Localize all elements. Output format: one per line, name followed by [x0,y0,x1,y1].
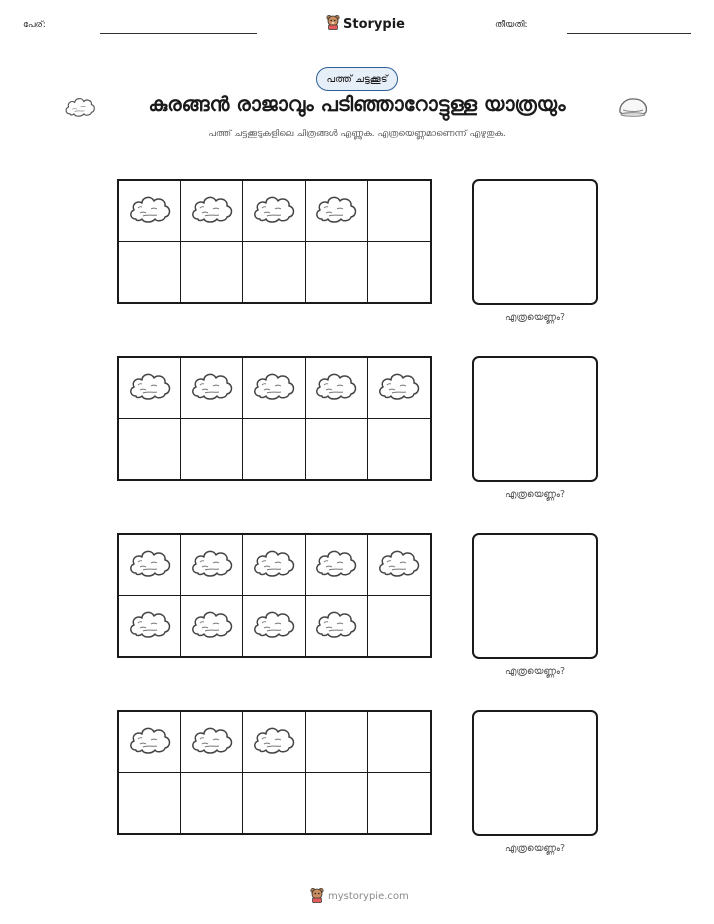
ten-frame-cell [368,596,430,657]
worksheet-type-badge: പത്ത് ചട്ടക്കൂട് [316,67,397,91]
footer-site: mystorypie.com [328,891,409,902]
ten-frame-cell [368,242,430,303]
ten-frame-cell [181,712,243,773]
ten-frame-cell [243,596,305,657]
cloud-icon [128,546,172,584]
ten-frame-cell [119,773,181,834]
name-write-line[interactable] [100,33,257,34]
cloud-icon [252,369,296,407]
ten-frame-cell [181,596,243,657]
date-label: തീയതി: [495,20,528,30]
brand-logo [326,14,405,34]
ten-frame-cell [306,419,368,480]
ten-frame-cell [306,773,368,834]
ten-frame-cell [368,419,430,480]
brand-name: Storypie [343,16,405,32]
ten-frame-cell [181,773,243,834]
instructions: പത്ത് ചട്ടക്കൂടുകളിലെ ചിത്രങ്ങൾ എണ്ണുക. എത്രയെണ്ണമാണെന്ന് എഴുതുക. [208,129,506,139]
how-many-prompt: എത്രയെണ്ണം? [504,312,566,323]
bear-logo-icon [310,887,324,906]
cloud-icon [190,546,234,584]
cloud-icon [128,192,172,230]
ten-frame-cell [181,181,243,242]
footer [310,887,409,906]
ten-frame-cell [119,181,181,242]
cloud-icon [314,369,358,407]
ten-frame-cell [243,181,305,242]
cloud-icon [252,192,296,230]
ten-frame-cell [306,242,368,303]
ten-frame-cell [306,712,368,773]
name-label: പേര്: [23,20,46,30]
worksheet-title: കുരങ്ങൻ രാജാവും പടിഞ്ഞാറോട്ടുള്ള യാത്രയും [148,92,566,116]
date-write-line[interactable] [567,33,691,34]
ten-frame-cell [119,535,181,596]
ten-frame-cell [243,535,305,596]
cloud-icon [128,723,172,761]
ten-frame-cell [119,596,181,657]
cloud-icon [377,546,421,584]
ten-frame [117,179,432,304]
ten-frame [117,533,432,658]
cloud-icon [128,369,172,407]
cloud-icon [377,369,421,407]
answer-box[interactable] [472,356,598,482]
how-many-prompt: എത്രയെണ്ണം? [504,489,566,500]
bear-logo-icon [326,14,340,34]
ten-frame-cell [368,358,430,419]
how-many-prompt: എത്രയെണ്ണം? [504,666,566,677]
ten-frame-cell [243,419,305,480]
cloud-icon [64,95,96,123]
bun-icon [617,96,649,122]
answer-box[interactable] [472,710,598,836]
ten-frame [117,356,432,481]
ten-frame-cell [306,535,368,596]
ten-frame-cell [119,712,181,773]
ten-frame-cell [119,358,181,419]
cloud-icon [314,546,358,584]
ten-frame-cell [306,181,368,242]
ten-frame-cell [368,535,430,596]
ten-frame-cell [181,419,243,480]
cloud-icon [252,607,296,645]
ten-frame [117,710,432,835]
cloud-icon [314,607,358,645]
ten-frame-cell [368,181,430,242]
ten-frame-cell [368,712,430,773]
ten-frame-cell [243,773,305,834]
cloud-icon [190,369,234,407]
ten-frame-cell [243,242,305,303]
ten-frame-cell [243,358,305,419]
ten-frame-cell [306,358,368,419]
cloud-icon [314,192,358,230]
cloud-icon [190,607,234,645]
ten-frame-cell [119,419,181,480]
answer-box[interactable] [472,533,598,659]
ten-frame-cell [181,535,243,596]
ten-frame-cell [119,242,181,303]
cloud-icon [252,723,296,761]
ten-frame-cell [181,242,243,303]
ten-frame-cell [181,358,243,419]
cloud-icon [190,192,234,230]
ten-frame-cell [306,596,368,657]
ten-frame-cell [243,712,305,773]
cloud-icon [190,723,234,761]
cloud-icon [128,607,172,645]
cloud-icon [252,546,296,584]
answer-box[interactable] [472,179,598,305]
how-many-prompt: എത്രയെണ്ണം? [504,843,566,854]
ten-frame-cell [368,773,430,834]
